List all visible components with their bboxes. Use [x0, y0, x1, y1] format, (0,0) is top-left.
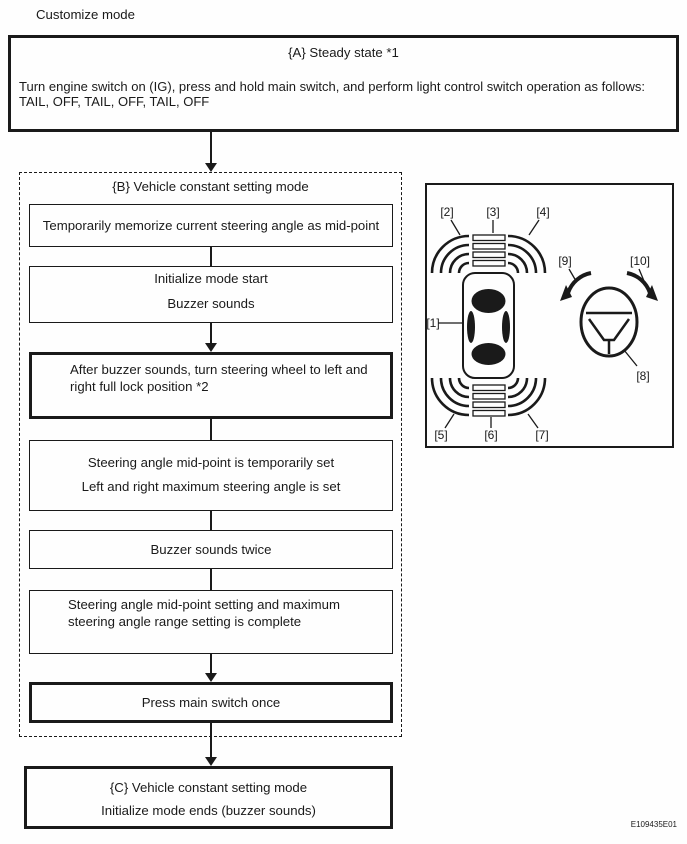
rear-right-sonar-arcs [508, 378, 545, 415]
vehicle-right-side-window [502, 311, 510, 343]
vehicle-windshield [472, 289, 506, 313]
step-initialize-line1: Initialize mode start [154, 271, 268, 286]
connector-step1-step2 [210, 247, 212, 266]
arrowhead-a-to-b [205, 163, 217, 172]
step-midpoint-set-line1: Steering angle mid-point is temporarily set [87, 455, 335, 470]
box-a-body: Turn engine switch on (IG), press and hold main switch, and perform light control switch operation as follows: [19, 79, 645, 94]
diagram-label-7: [7] [535, 428, 549, 442]
step-setting-complete-line1: Steering angle mid-point setting and maximum [68, 597, 340, 612]
arrowhead-step2-step3 [205, 343, 217, 352]
step-full-lock-line2: right full lock position *2 [70, 379, 209, 394]
step-press-main-switch-label: Press main switch once [141, 695, 281, 710]
rear-left-sonar-arcs [432, 378, 469, 415]
step-midpoint-set-line2: Left and right maximum steering angle is set [81, 479, 341, 494]
arrowhead-step6-step7 [205, 673, 217, 682]
diagram-label-3: [3] [486, 205, 500, 219]
rotate-left-arrow [568, 273, 591, 293]
sonar-steering-diagram [425, 183, 674, 448]
diagram-label-5: [5] [434, 428, 448, 442]
diagram-label-10: [10] [629, 254, 651, 268]
step-setting-complete-line2: steering angle range setting is complete [68, 614, 302, 629]
rotate-right-arrow [627, 273, 650, 293]
front-right-sonar-arcs [508, 236, 545, 273]
page-title: Customize mode [36, 7, 135, 22]
diagram-label-4: [4] [536, 205, 550, 219]
connector-b-to-c [210, 723, 212, 758]
diagram-label-9: [9] [558, 254, 572, 268]
front-center-sonar-bars [473, 235, 505, 266]
diagram-label-1: [1] [426, 316, 440, 330]
vehicle-left-side-window [467, 311, 475, 343]
diagram-label-8: [8] [636, 369, 650, 383]
arrowhead-b-to-c [205, 757, 217, 766]
step-memorize-midpoint-label: Temporarily memorize current steering angle as mid-point [42, 218, 380, 233]
diagram-label-6: [6] [484, 428, 498, 442]
diagram-label-2: [2] [440, 205, 454, 219]
box-c-subtitle: Initialize mode ends (buzzer sounds) [101, 803, 316, 818]
front-left-sonar-arcs [432, 236, 469, 273]
section-b-title: {B} Vehicle constant setting mode [112, 179, 309, 194]
step-setting-complete [29, 590, 393, 654]
box-a-sequence: TAIL, OFF, TAIL, OFF, TAIL, OFF [19, 94, 210, 109]
connector-step4-step5 [210, 511, 212, 530]
connector-step6-step7 [210, 654, 212, 674]
box-a-steady-state [8, 35, 679, 132]
figure-code: E109435E01 [630, 820, 677, 829]
box-a-title: {A} Steady state *1 [288, 45, 399, 60]
step-initialize-mode-start [29, 266, 393, 323]
vehicle-rear-window [472, 343, 506, 365]
connector-step5-step6 [210, 569, 212, 590]
rear-center-sonar-bars [473, 385, 505, 416]
step-initialize-line2: Buzzer sounds [167, 296, 255, 311]
connector-step3-step4 [210, 419, 212, 440]
connector-step2-step3 [210, 323, 212, 344]
steering-wheel-spokes [589, 319, 629, 340]
step-buzzer-sounds-twice [29, 530, 393, 569]
step-buzzer-twice-label: Buzzer sounds twice [150, 542, 272, 557]
step-full-lock-line1: After buzzer sounds, turn steering wheel to left and [70, 362, 368, 377]
box-c-setting-mode-end [24, 766, 393, 829]
step-press-main-switch [29, 682, 393, 723]
box-c-title: {C} Vehicle constant setting mode [109, 780, 308, 795]
step-turn-steering-full-lock [29, 352, 393, 419]
connector-a-to-b [210, 131, 212, 164]
step-memorize-midpoint [29, 204, 393, 247]
step-midpoint-temporarily-set [29, 440, 393, 511]
